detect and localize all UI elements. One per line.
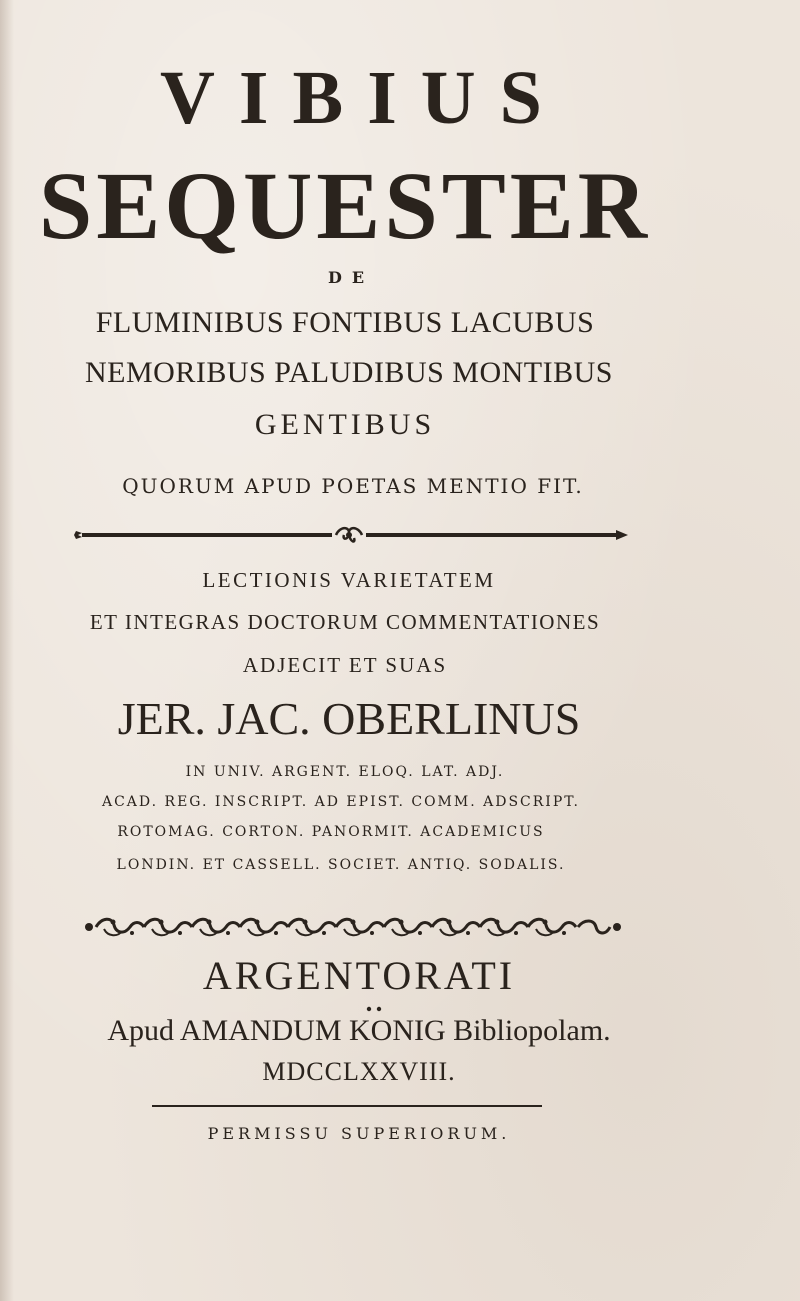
subject-line-1: FLUMINIBUS FONTIBUS LACUBUS xyxy=(95,306,595,339)
quorum-line: QUORUM APUD POETAS MENTIO FIT. xyxy=(122,474,584,498)
author-title-line-4: LONDIN. ET CASSELL. SOCIET. ANTIQ. SODALIS. xyxy=(116,857,566,873)
author-name: JER. JAC. OBERLINUS xyxy=(117,693,581,744)
author-title-line-2: ACAD. REG. INSCRIPT. AD EPIST. COMM. ADSCRIPT. xyxy=(101,794,580,810)
lectionis-line-3: ADJECIT ET SUAS xyxy=(242,653,448,677)
imprint-publisher: Apud AMANDUM KONIG Bibliopolam. xyxy=(107,1014,611,1047)
ornamental-rule-top xyxy=(68,524,630,546)
lectionis-line-1: LECTIONIS VARIETATEM xyxy=(202,568,496,592)
title-line-2: SEQUESTER xyxy=(38,152,652,259)
imprint-city: ARGENTORATI xyxy=(202,953,516,998)
author-title-line-3: ROTOMAG. CORTON. PANORMIT. ACADEMICUS xyxy=(117,824,545,840)
preposition: DE xyxy=(327,268,375,287)
imprint-year: MDCCLXXVIII. xyxy=(262,1057,456,1086)
subject-line-2: NEMORIBUS PALUDIBUS MONTIBUS xyxy=(85,356,613,389)
lectionis-line-2: ET INTEGRAS DOCTORUM COMMENTATIONES xyxy=(89,610,601,634)
permission-line: PERMISSU SUPERIORUM. xyxy=(207,1124,511,1143)
title-line-1: VIBIUS xyxy=(160,56,566,140)
thin-rule xyxy=(152,1103,542,1109)
author-title-line-1: IN UNIV. ARGENT. ELOQ. LAT. ADJ. xyxy=(185,764,505,780)
umlaut-dots xyxy=(366,1006,382,1012)
subject-line-3: GENTIBUS xyxy=(254,408,436,441)
ornamental-vine-rule xyxy=(84,913,622,941)
